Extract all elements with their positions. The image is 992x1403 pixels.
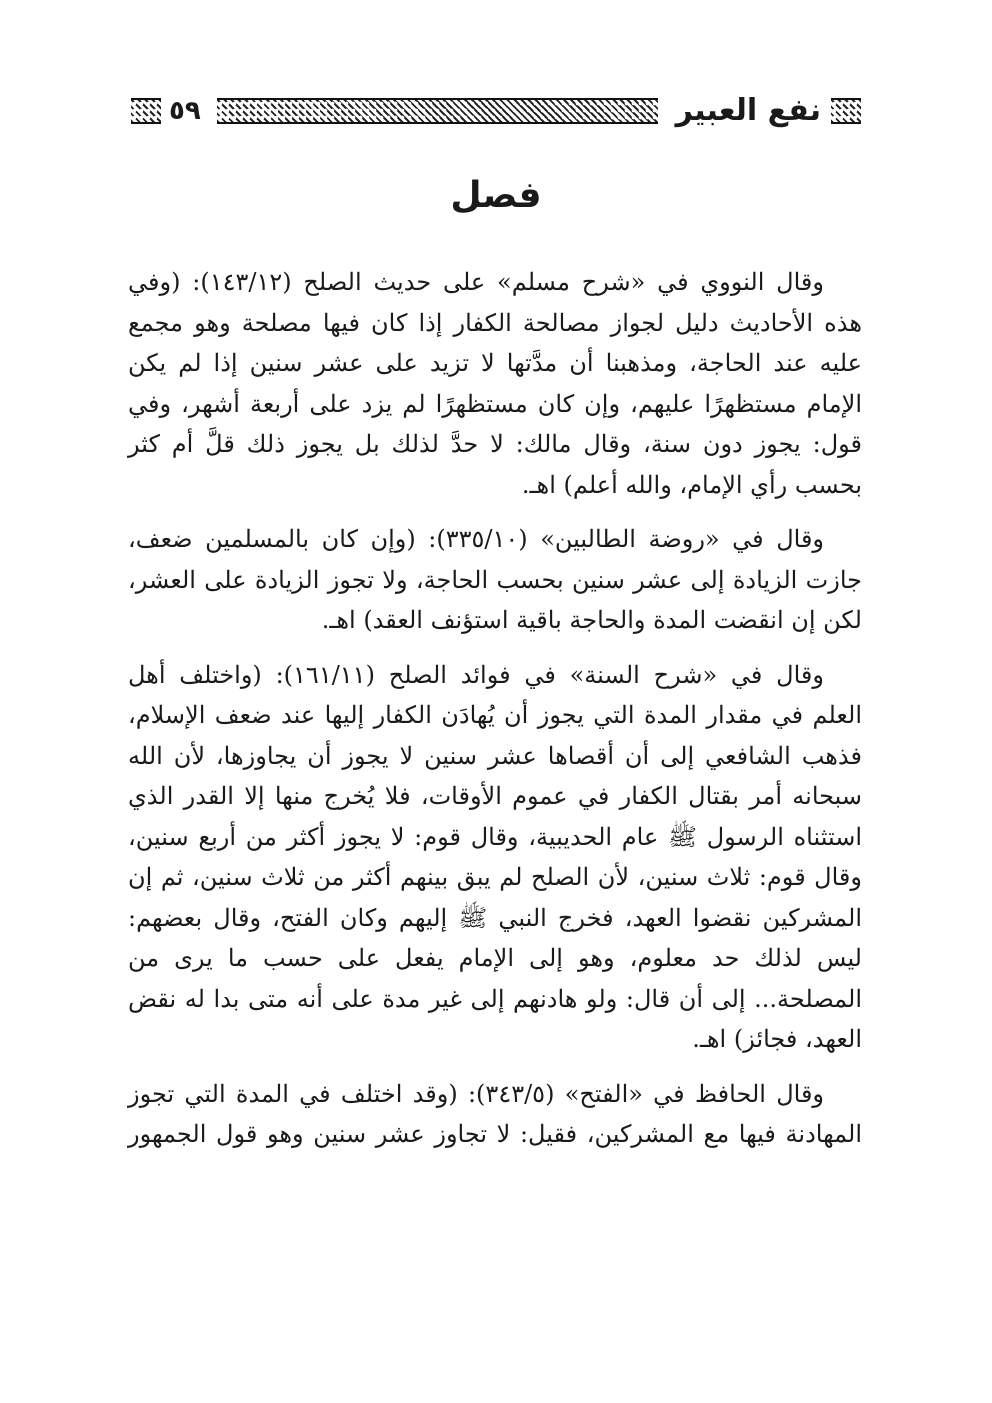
body-text (128, 262, 862, 1169)
paragraph-nawawi-sharh-muslim: وقال النووي في «شرح مسلم» على حديث الصلح (١٤٣/١٢): (وفي هذه الأحاديث دليل لجواز مصالحة الكفار إذا كان فيها مصلحة وهو مجمع عليه عند الحاجة، ومذهبنا أن مدَّتها لا تزيد على عشر سنين إذا لم يكن الإمام مستظهرًا عليهم، وإن كان مستظهرًا لم يزد على أربعة أشهر، وفي قول: يجوز دون سنة، وقال مالك: لا حدَّ لذلك بل يجوز ذلك قلَّ أم كثر بحسب رأي الإمام، والله أعلم) اهـ. (128, 268, 862, 499)
ornament-left-icon (131, 98, 161, 124)
paragraph-rawdat-al-talibin: وقال في «روضة الطالبين» (٣٣٥/١٠): (وإن كان بالمسلمين ضعف، جازت الزيادة إلى عشر سنين بحسب الحاجة، ولا تجوز الزيادة على العشر، لكن إن انقضت المدة والحاجة باقية استؤنف العقد) اهـ. (128, 525, 862, 634)
ornament-right-icon (831, 98, 861, 124)
section-title: فصل (450, 175, 542, 216)
book-title: نفع العبير (675, 93, 821, 128)
ornament-band-icon (217, 98, 658, 124)
paragraph-sharh-al-sunnah: وقال في «شرح السنة» في فوائد الصلح (١٦١/١١): (واختلف أهل العلم في مقدار المدة التي يجوز أن يُهادَن الكفار إليها عند ضعف الإسلام، فذهب الشافعي إلى أن أقصاها عشر سنين لا يجوز أن يجاوزها، لأن الله سبحانه أمر بقتال الكفار في عموم الأوقات، فلا يُخرج منها إلا القدر الذي استثناه الرسول ﷺ عام الحديبية، وقال قوم: لا يجوز أكثر من أربع سنين، وقال قوم: ثلاث سنين، لأن الصلح لم يبق بينهم أكثر من ثلاث سنين، ثم إن المشركين نقضوا العهد، فخرج النبي ﷺ إليهم وكان الفتح، وقال بعضهم: ليس لذلك حد معلوم، وهو إلى الإمام يفعل على حسب ما يرى من المصلحة... إلى أن قال: ولو هادنهم إلى غير مدة على أنه متى بدا له نقض العهد، فجائز) اهـ. (128, 660, 862, 1053)
running-header (131, 94, 861, 128)
page-number: ٥٩ (169, 96, 201, 126)
paragraph-al-fath: وقال الحافظ في «الفتح» (٣٤٣/٥): (وقد اختلف في المدة التي تجوز المهادنة فيها مع المشركين، فقيل: لا تجاوز عشر سنين وهو قول الجمهور (128, 1079, 862, 1148)
